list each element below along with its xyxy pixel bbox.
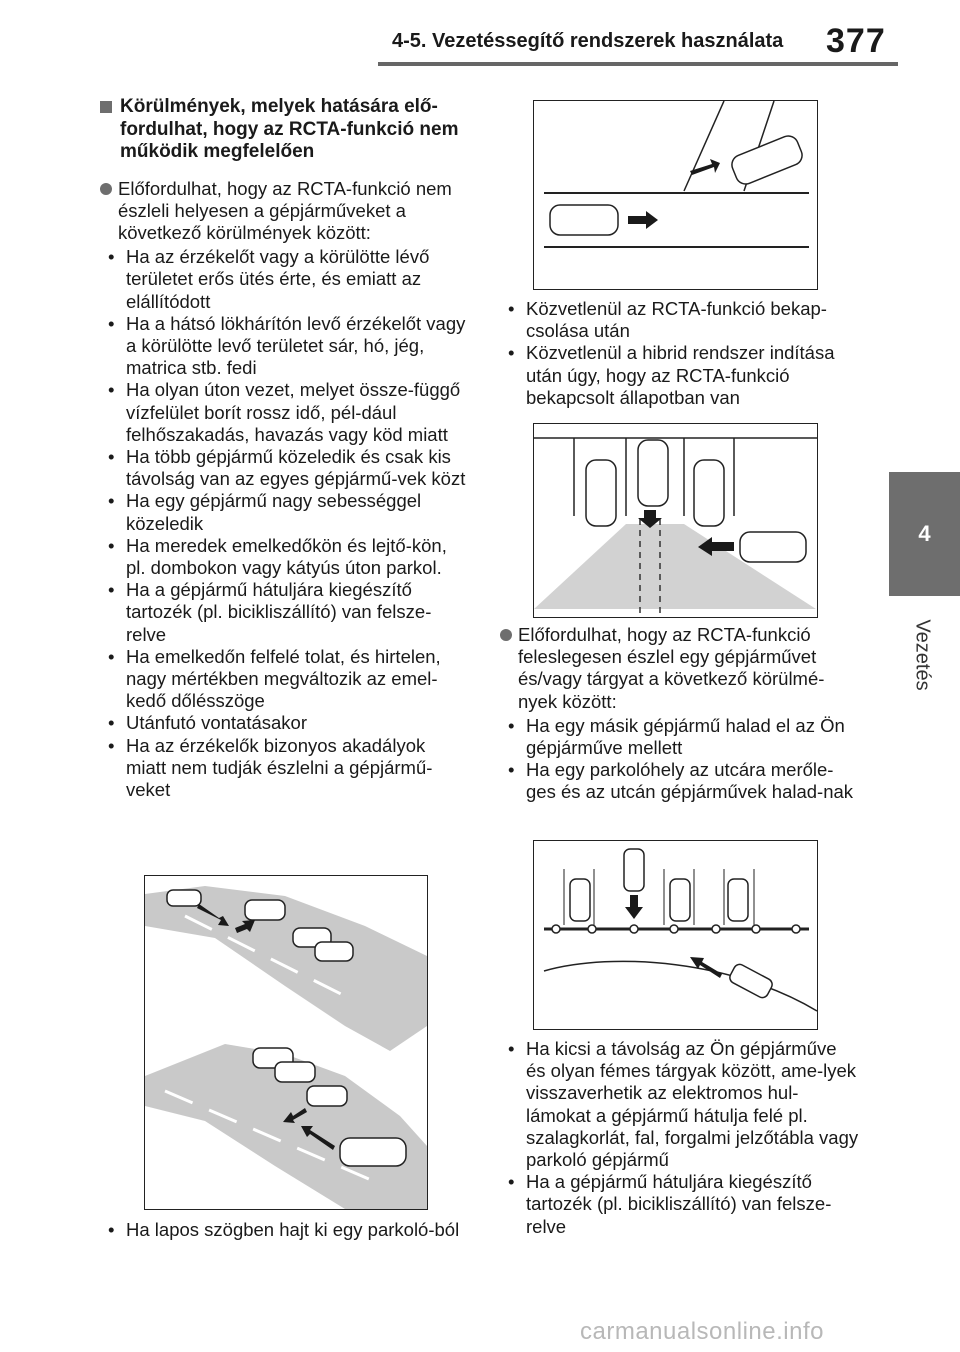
parking-lot-svg	[534, 424, 817, 617]
right-text-a	[500, 298, 860, 409]
section-heading	[100, 96, 470, 164]
list-item: • Ha a gépjármű hátuljára kiegészítő tartozék (pl. bicikliszállító) van felsze-relve	[500, 1171, 860, 1238]
list-item: • Ha egy gépjármű nagy sebességgel közeledik	[100, 490, 470, 534]
list-item: • Ha kicsi a távolság az Ön gépjárműve és olyan fémes tárgyak között, ame-lyek visszaverhetik az elektromos hul-lámokat a gépjármű hátulja felé pl. szalagkorlát, fal, forgalmi jelzőtábla vagy parkoló gépjármű	[500, 1038, 860, 1171]
list-item: • Közvetlenül a hibrid rendszer indítása után úgy, hogy az RCTA-funkció bekapcsolt állapotban van	[500, 342, 860, 409]
parking-lot-illustration	[533, 423, 818, 618]
street-parking-illustration	[533, 840, 818, 1030]
square-bullet-icon	[100, 101, 112, 113]
chapter-name: Vezetés	[911, 619, 934, 691]
parallel-traffic-illustration	[144, 875, 428, 1210]
intro-paragraph	[100, 178, 470, 245]
intro-text: Előfordulhat, hogy az RCTA-funkció nem észleli helyesen a gépjárműveket a következő körülmények között:	[118, 177, 452, 243]
chapter-tab[interactable]	[889, 472, 960, 596]
right-text-c	[500, 1038, 860, 1238]
chapter-name-label	[902, 600, 942, 710]
circle-bullet-icon	[100, 183, 112, 195]
intro-text-b: Előfordulhat, hogy az RCTA-funkció feleslegesen észlel egy gépjárművet és/vagy tárgyat a következő körülmé-nyek között:	[518, 624, 825, 712]
page-number: 377	[826, 22, 886, 60]
list-item: • Ha lapos szögben hajt ki egy parkoló-ból	[100, 1219, 470, 1241]
left-column	[100, 96, 470, 801]
list-item: • Ha olyan úton vezet, melyet össze-függő vízfelület borít rossz idő, pél-dául felhőszakadás, havazás vagy köd miatt	[100, 379, 470, 446]
list-item: • Ha a gépjármű hátuljára kiegészítő tartozék (pl. bicikliszállító) van felsze-relve	[100, 579, 470, 646]
section-title: 4-5. Vezetéssegítő rendszerek használata	[392, 30, 784, 52]
header-rule	[378, 62, 898, 66]
list-item: • Utánfutó vontatásakor	[100, 712, 470, 734]
list-item: • Ha több gépjármű közeledik és csak kis távolság van az egyes gépjármű-vek közt	[100, 446, 470, 490]
bottom-left-text	[100, 1219, 470, 1241]
list-item: • Ha meredek emelkedőkön és lejtő-kön, pl. dombokon vagy kátyús úton parkol.	[100, 535, 470, 579]
list-item: • Közvetlenül az RCTA-funkció bekap-csolása után	[500, 298, 860, 342]
angled-parking-svg	[534, 101, 817, 289]
right-text-b	[500, 624, 860, 804]
section-heading-text: Körülmények, melyek hatására elő-fordulhat, hogy az RCTA-funkció nem működik megfelelően	[120, 96, 459, 162]
list-item: • Ha egy másik gépjármű halad el az Ön gépjárműve mellett	[500, 715, 860, 759]
street-parking-svg	[534, 841, 817, 1029]
list-item: • Ha az érzékelők bizonyos akadályok miatt nem tudják észlelni a gépjármű-veket	[100, 735, 470, 802]
circle-bullet-icon	[500, 629, 512, 641]
watermark: carmanualsonline.info	[580, 1318, 824, 1345]
list-item: • Ha az érzékelőt vagy a körülötte lévő területet erős ütés érte, és emiatt az elállítódott	[100, 246, 470, 313]
angled-parking-illustration	[533, 100, 818, 290]
chapter-number: 4	[918, 521, 931, 546]
parallel-traffic-svg	[145, 876, 427, 1209]
list-item: • Ha a hátsó lökhárítón levő érzékelőt vagy a körülötte levő területet sár, hó, jég, matrica stb. fedi	[100, 313, 470, 380]
list-item: • Ha egy parkolóhely az utcára merőle-ges és az utcán gépjárművek halad-nak	[500, 759, 860, 803]
list-item: • Ha emelkedőn felfelé tolat, és hirtelen, nagy mértékben megváltozik az emel-kedő dőlésszöge	[100, 646, 470, 713]
intro-paragraph-b	[500, 624, 860, 713]
